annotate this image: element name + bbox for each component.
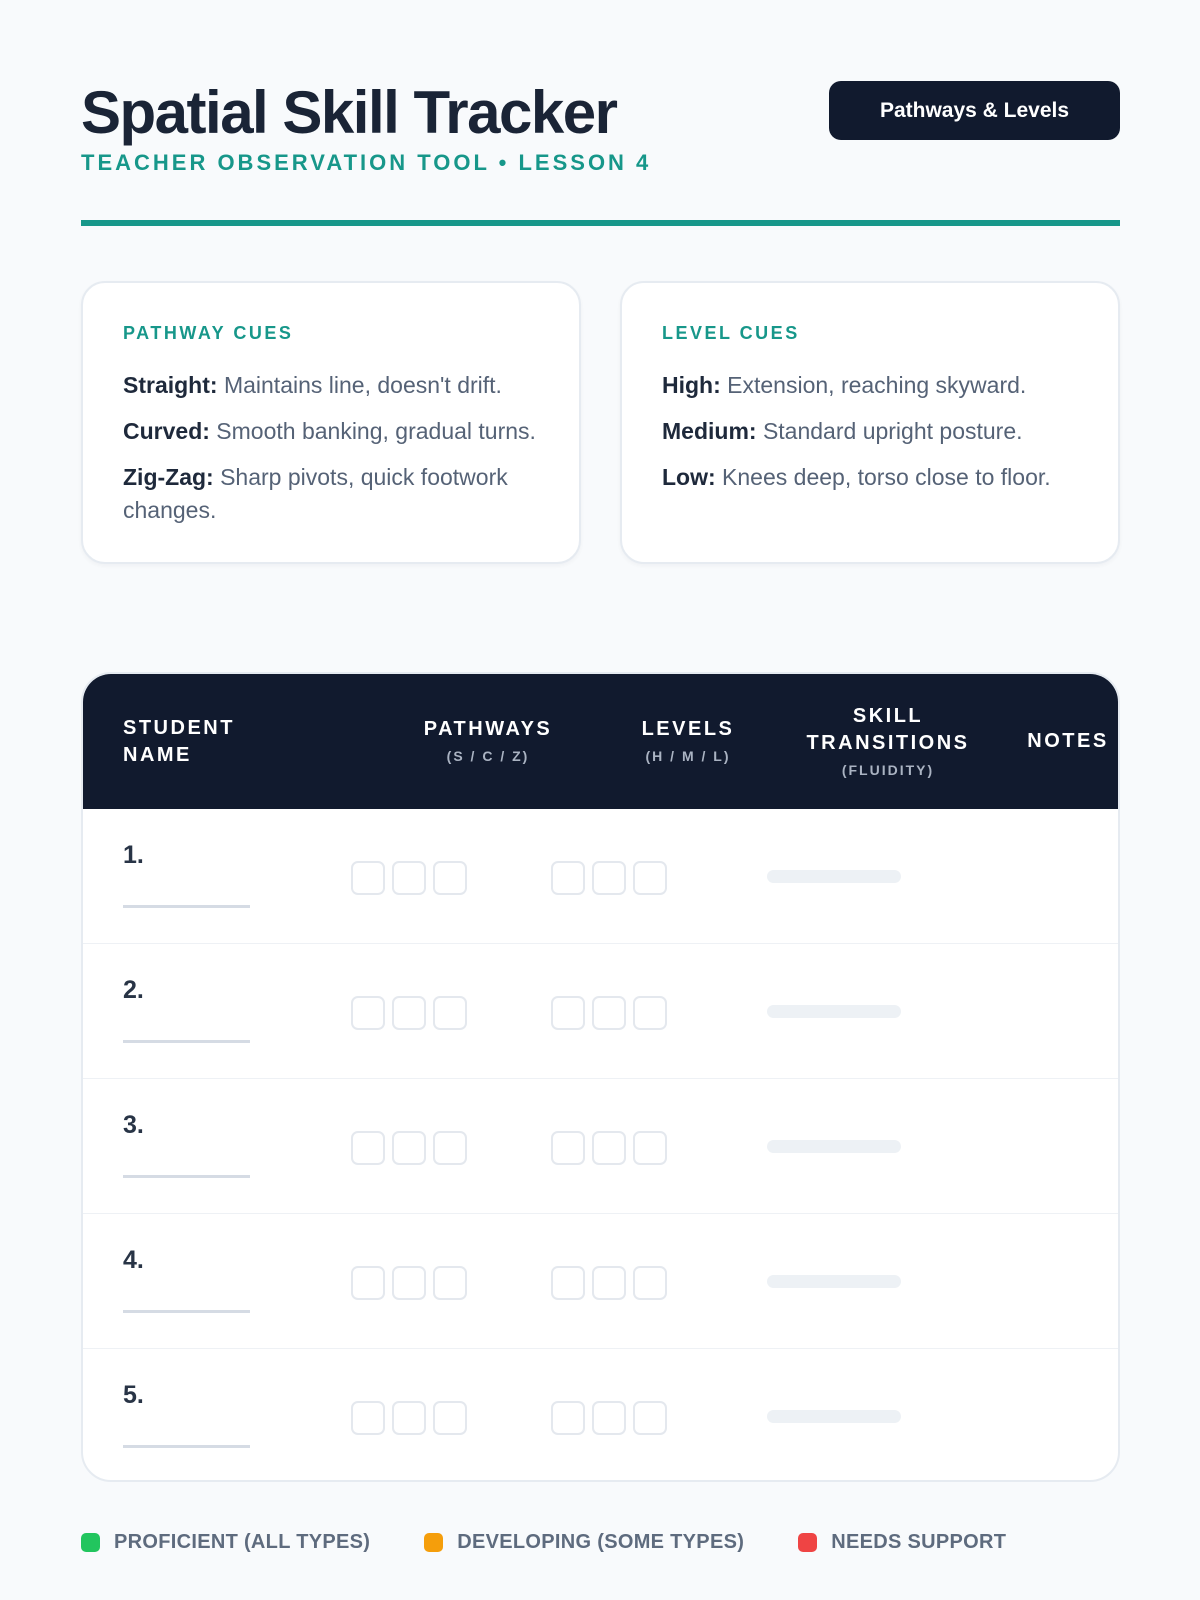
- pathway-curved-checkbox[interactable]: [392, 861, 426, 895]
- cue-term: Straight:: [123, 372, 218, 398]
- card-title: PATHWAY CUES: [123, 323, 294, 343]
- levels-checkboxes: [551, 996, 667, 1030]
- column-header-levels: [583, 674, 793, 809]
- header-label: STUDENT: [123, 716, 235, 739]
- level-low-checkbox[interactable]: [633, 1131, 667, 1165]
- header-label: PATHWAYS: [423, 718, 553, 740]
- notes-field[interactable]: [983, 829, 1103, 923]
- notes-field[interactable]: [983, 1234, 1103, 1328]
- notes-field[interactable]: [983, 1369, 1103, 1463]
- level-cues-card: [620, 281, 1120, 564]
- levels-checkboxes: [551, 1131, 667, 1165]
- table-row: [83, 1348, 1118, 1482]
- cue-text: Extension, reaching skyward.: [720, 372, 1027, 398]
- level-low-checkbox[interactable]: [633, 996, 667, 1030]
- pathways-checkboxes: [351, 1266, 467, 1300]
- fluidity-rating-bar[interactable]: [767, 870, 901, 883]
- row-number: 2.: [123, 976, 144, 1004]
- column-header-student-name: [123, 674, 293, 809]
- header-label: NOTES: [1027, 730, 1109, 752]
- cue-cards: [81, 281, 1120, 564]
- column-header-pathways: [383, 674, 593, 809]
- legend-item-needs-support: [798, 1531, 1006, 1554]
- header-label: NAME: [123, 743, 192, 766]
- pathway-zigzag-checkbox[interactable]: [433, 861, 467, 895]
- level-low-checkbox[interactable]: [633, 861, 667, 895]
- level-high-checkbox[interactable]: [551, 1266, 585, 1300]
- level-medium-checkbox[interactable]: [592, 861, 626, 895]
- level-high-checkbox[interactable]: [551, 1401, 585, 1435]
- row-number: 5.: [123, 1381, 144, 1409]
- page-subtitle: TEACHER OBSERVATION TOOL • LESSON 4: [81, 150, 652, 175]
- pathways-checkboxes: [351, 1131, 467, 1165]
- legend-label: DEVELOPING (SOME TYPES): [457, 1531, 745, 1553]
- status-swatch: [81, 1533, 100, 1552]
- fluidity-rating-bar[interactable]: [767, 1275, 901, 1288]
- legend-item-proficient: [81, 1531, 370, 1554]
- pathway-straight-checkbox[interactable]: [351, 1266, 385, 1300]
- cue-text: Sharp pivots, quick footwork changes.: [123, 464, 508, 523]
- status-swatch: [798, 1533, 817, 1552]
- pathway-zigzag-checkbox[interactable]: [433, 1401, 467, 1435]
- pathway-straight-checkbox[interactable]: [351, 996, 385, 1030]
- cue-text: Standard upright posture.: [756, 418, 1023, 444]
- tracker-table: [81, 672, 1120, 1482]
- cue-item-zigzag: [123, 461, 539, 527]
- pathways-checkboxes: [351, 861, 467, 895]
- cue-text: Smooth banking, gradual turns.: [209, 418, 536, 444]
- table-body: [83, 809, 1118, 1482]
- pathway-zigzag-checkbox[interactable]: [433, 1131, 467, 1165]
- student-name-field[interactable]: [123, 1310, 250, 1313]
- status-swatch: [424, 1533, 443, 1552]
- cue-term: High:: [662, 372, 721, 398]
- level-high-checkbox[interactable]: [551, 996, 585, 1030]
- pathway-straight-checkbox[interactable]: [351, 861, 385, 895]
- levels-checkboxes: [551, 861, 667, 895]
- legend-label: PROFICIENT (ALL TYPES): [114, 1531, 371, 1553]
- row-number: 3.: [123, 1111, 144, 1139]
- pathways-checkboxes: [351, 1401, 467, 1435]
- pathways-checkboxes: [351, 996, 467, 1030]
- column-header-skill-transitions: [783, 674, 993, 809]
- cue-term: Medium:: [662, 418, 757, 444]
- fluidity-rating-bar[interactable]: [767, 1140, 901, 1153]
- header-divider: [81, 220, 1120, 226]
- level-medium-checkbox[interactable]: [592, 1266, 626, 1300]
- table-row: [83, 1078, 1118, 1213]
- pathway-cues-card: [81, 281, 581, 564]
- levels-checkboxes: [551, 1401, 667, 1435]
- student-name-field[interactable]: [123, 905, 250, 908]
- level-medium-checkbox[interactable]: [592, 1401, 626, 1435]
- pathways-levels-button[interactable]: Pathways & Levels: [829, 81, 1120, 140]
- pathway-curved-checkbox[interactable]: [392, 1131, 426, 1165]
- header-label: TRANSITIONS: [806, 731, 970, 754]
- cue-item-curved: [123, 415, 539, 448]
- cue-term: Low:: [662, 464, 716, 490]
- header-sublabel: (FLUIDITY): [841, 761, 935, 778]
- student-name-field[interactable]: [123, 1175, 250, 1178]
- notes-field[interactable]: [983, 964, 1103, 1058]
- table-row: [83, 809, 1118, 943]
- pathway-zigzag-checkbox[interactable]: [433, 1266, 467, 1300]
- student-name-field[interactable]: [123, 1040, 250, 1043]
- cue-item-high: [662, 369, 1078, 402]
- pathway-curved-checkbox[interactable]: [392, 1401, 426, 1435]
- cue-term: Zig-Zag:: [123, 464, 214, 490]
- cue-text: Maintains line, doesn't drift.: [217, 372, 502, 398]
- card-title: LEVEL CUES: [662, 323, 800, 343]
- cue-term: Curved:: [123, 418, 210, 444]
- pathway-zigzag-checkbox[interactable]: [433, 996, 467, 1030]
- header: [81, 0, 1120, 230]
- level-medium-checkbox[interactable]: [592, 996, 626, 1030]
- table-row: [83, 1213, 1118, 1348]
- pathway-straight-checkbox[interactable]: [351, 1401, 385, 1435]
- notes-field[interactable]: [983, 1099, 1103, 1193]
- level-medium-checkbox[interactable]: [592, 1131, 626, 1165]
- pathway-straight-checkbox[interactable]: [351, 1131, 385, 1165]
- fluidity-rating-bar[interactable]: [767, 1005, 901, 1018]
- header-label: SKILL: [852, 704, 924, 727]
- level-high-checkbox[interactable]: [551, 861, 585, 895]
- table-header: [83, 674, 1118, 809]
- status-legend: [81, 1531, 1060, 1554]
- cue-text: Knees deep, torso close to floor.: [715, 464, 1051, 490]
- cue-item-medium: [662, 415, 1078, 448]
- page-title: Spatial Skill Tracker: [81, 79, 617, 146]
- fluidity-rating-bar[interactable]: [767, 1410, 901, 1423]
- row-number: 1.: [123, 841, 144, 869]
- table-row: [83, 943, 1118, 1078]
- legend-item-developing: [424, 1531, 744, 1554]
- pathway-curved-checkbox[interactable]: [392, 1266, 426, 1300]
- header-label: LEVELS: [641, 718, 735, 740]
- header-sublabel: (S / C / Z): [446, 748, 530, 764]
- level-low-checkbox[interactable]: [633, 1266, 667, 1300]
- header-sublabel: (H / M / L): [645, 748, 731, 764]
- pathway-curved-checkbox[interactable]: [392, 996, 426, 1030]
- student-name-field[interactable]: [123, 1445, 250, 1448]
- levels-checkboxes: [551, 1266, 667, 1300]
- observation-sheet: [81, 0, 1120, 1553]
- cue-item-low: [662, 461, 1078, 494]
- legend-label: NEEDS SUPPORT: [831, 1531, 1007, 1553]
- cue-item-straight: [123, 369, 539, 402]
- column-header-notes: [1023, 674, 1113, 809]
- level-low-checkbox[interactable]: [633, 1401, 667, 1435]
- level-high-checkbox[interactable]: [551, 1131, 585, 1165]
- row-number: 4.: [123, 1246, 144, 1274]
